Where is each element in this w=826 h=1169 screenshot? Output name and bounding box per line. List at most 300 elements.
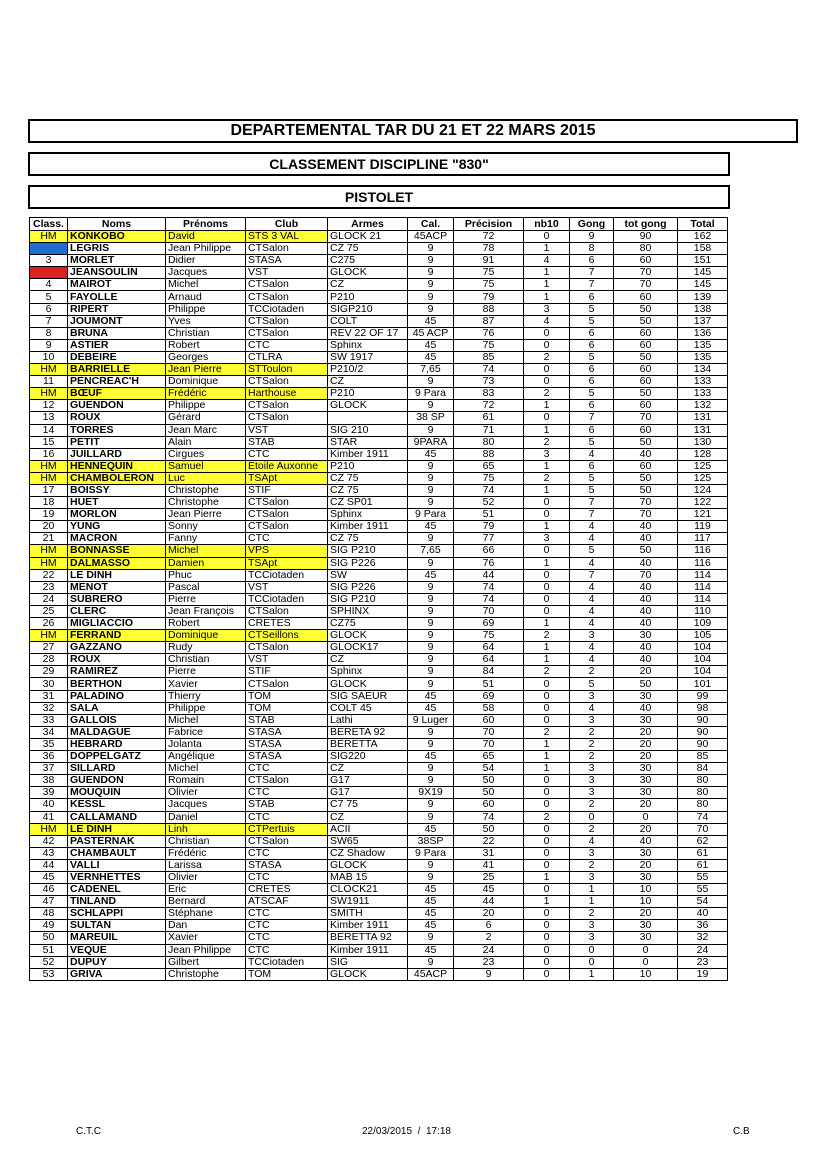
table-cell: 90: [678, 738, 728, 750]
table-cell: RIPERT: [68, 303, 166, 315]
table-cell: SMITH: [328, 908, 408, 920]
table-cell: 50: [614, 678, 678, 690]
table-cell: 2: [524, 436, 570, 448]
table-cell: 18: [30, 497, 68, 509]
table-cell: 90: [678, 726, 728, 738]
table-cell: 60: [614, 339, 678, 351]
table-row: [30, 472, 728, 484]
table-cell: 53: [30, 968, 68, 980]
table-cell: CZ75: [328, 618, 408, 630]
table-cell: 72: [454, 231, 524, 243]
column-header: nb10: [524, 218, 570, 231]
table-cell: 6: [570, 460, 614, 472]
table-cell: 80: [678, 775, 728, 787]
table-cell: 2: [524, 472, 570, 484]
table-cell: 2: [570, 859, 614, 871]
table-cell: 36: [30, 751, 68, 763]
table-cell: P210: [328, 291, 408, 303]
table-cell: 4: [570, 618, 614, 630]
table-cell: 34: [30, 726, 68, 738]
table-cell: 116: [678, 545, 728, 557]
table-cell: Phuc: [166, 569, 246, 581]
table-cell: 10: [30, 351, 68, 363]
table-cell: CZ 75: [328, 533, 408, 545]
table-cell: Yves: [166, 315, 246, 327]
table-cell: 51: [454, 509, 524, 521]
table-cell: 0: [524, 593, 570, 605]
table-cell: 50: [614, 388, 678, 400]
table-cell: CTSalon: [246, 291, 328, 303]
table-cell: Cirgues: [166, 448, 246, 460]
table-cell: SIG P226: [328, 557, 408, 569]
table-cell: BONNASSE: [68, 545, 166, 557]
table-cell: Jolanta: [166, 738, 246, 750]
table-cell: 5: [570, 436, 614, 448]
table-cell: 23: [30, 581, 68, 593]
table-cell: 60: [614, 255, 678, 267]
table-cell: 0: [524, 714, 570, 726]
table-cell: 16: [30, 448, 68, 460]
table-cell: 50: [614, 545, 678, 557]
table-cell: 9: [408, 932, 454, 944]
table-cell: 49: [30, 920, 68, 932]
table-cell: 2: [570, 799, 614, 811]
table-cell: 0: [524, 920, 570, 932]
table-cell: CZ 75: [328, 472, 408, 484]
table-cell: Jean Philippe: [166, 944, 246, 956]
table-cell: CZ: [328, 763, 408, 775]
table-cell: 7: [570, 497, 614, 509]
table-cell: Fabrice: [166, 726, 246, 738]
page-title: DEPARTEMENTAL TAR DU 21 ET 22 MARS 2015: [28, 119, 798, 143]
table-cell: 40: [614, 618, 678, 630]
table-cell: 135: [678, 339, 728, 351]
table-cell: 7: [570, 267, 614, 279]
table-cell: 45: [408, 884, 454, 896]
table-cell: TOM: [246, 702, 328, 714]
table-cell: 64: [454, 642, 524, 654]
table-cell: 5: [570, 303, 614, 315]
table-cell: 80: [678, 787, 728, 799]
table-cell: CZ SP01: [328, 497, 408, 509]
table-cell: 133: [678, 376, 728, 388]
table-cell: 114: [678, 569, 728, 581]
table-cell: 60: [454, 714, 524, 726]
table-cell: 20: [614, 859, 678, 871]
table-cell: 1: [570, 968, 614, 980]
table-cell: 9: [408, 738, 454, 750]
table-cell: 54: [678, 896, 728, 908]
table-cell: 131: [678, 424, 728, 436]
table-cell: 101: [678, 678, 728, 690]
table-cell: 4: [570, 835, 614, 847]
table-cell: Larissa: [166, 859, 246, 871]
table-cell: 9: [408, 291, 454, 303]
table-cell: 40: [614, 521, 678, 533]
table-cell: VST: [246, 267, 328, 279]
table-cell: 52: [30, 956, 68, 968]
table-cell: TOM: [246, 690, 328, 702]
table-cell: 132: [678, 400, 728, 412]
table-cell: TCCiotaden: [246, 956, 328, 968]
table-cell: 40: [30, 799, 68, 811]
table-cell: 26: [30, 618, 68, 630]
table-cell: 62: [678, 835, 728, 847]
table-cell: 40: [614, 605, 678, 617]
table-cell: 9 Para: [408, 509, 454, 521]
table-cell: 2: [524, 630, 570, 642]
table-cell: 9: [408, 956, 454, 968]
table-cell: 9: [454, 968, 524, 980]
table-cell: CTSalon: [246, 605, 328, 617]
table-cell: 4: [524, 315, 570, 327]
table-cell: 0: [524, 775, 570, 787]
table-cell: MOUQUIN: [68, 787, 166, 799]
table-cell: 9: [408, 243, 454, 255]
table-cell: Frédéric: [166, 847, 246, 859]
table-row: [30, 436, 728, 448]
table-cell: HM: [30, 364, 68, 376]
table-cell: 3: [570, 847, 614, 859]
table-cell: 104: [678, 642, 728, 654]
table-cell: 2: [570, 726, 614, 738]
table-cell: 2: [524, 666, 570, 678]
table-cell: 45: [408, 920, 454, 932]
table-cell: 0: [524, 497, 570, 509]
table-cell: 60: [614, 424, 678, 436]
table-cell: STAB: [246, 714, 328, 726]
table-cell: 75: [454, 339, 524, 351]
table-cell: CTC: [246, 871, 328, 883]
table-row: [30, 605, 728, 617]
table-cell: 1: [524, 484, 570, 496]
table-cell: Pascal: [166, 581, 246, 593]
table-cell: 51: [454, 678, 524, 690]
table-cell: 24: [678, 944, 728, 956]
table-cell: 2: [570, 751, 614, 763]
table-cell: G17: [328, 787, 408, 799]
table-cell: CTC: [246, 920, 328, 932]
table-cell: CZ: [328, 654, 408, 666]
table-row: [30, 630, 728, 642]
table-cell: 7: [570, 279, 614, 291]
table-cell: KONKOBO: [68, 231, 166, 243]
table-row: [30, 799, 728, 811]
table-cell: 3: [570, 630, 614, 642]
table-cell: 83: [454, 388, 524, 400]
table-cell: Etoile Auxonne: [246, 460, 328, 472]
table-cell: COLT 45: [328, 702, 408, 714]
table-row: [30, 327, 728, 339]
table-cell: 40: [614, 448, 678, 460]
table-cell: 9: [408, 811, 454, 823]
table-cell: 9: [408, 472, 454, 484]
table-cell: CTC: [246, 944, 328, 956]
table-cell: 31: [454, 847, 524, 859]
table-row: [30, 351, 728, 363]
column-header: Club: [246, 218, 328, 231]
table-cell: 1: [524, 521, 570, 533]
table-cell: 69: [454, 618, 524, 630]
table-cell: 2: [570, 738, 614, 750]
table-cell: 37: [30, 763, 68, 775]
table-cell: SIGP210: [328, 303, 408, 315]
table-cell: BERETTA 92: [328, 932, 408, 944]
table-row: [30, 751, 728, 763]
table-row: [30, 509, 728, 521]
table-cell: COLT: [328, 315, 408, 327]
table-row: [30, 847, 728, 859]
column-header: Précision: [454, 218, 524, 231]
table-cell: Linh: [166, 823, 246, 835]
table-cell: 131: [678, 412, 728, 424]
table-cell: 61: [454, 412, 524, 424]
table-cell: HM: [30, 388, 68, 400]
table-cell: YUNG: [68, 521, 166, 533]
table-cell: 87: [454, 315, 524, 327]
table-cell: 45: [408, 569, 454, 581]
table-cell: 52: [454, 497, 524, 509]
table-cell: PETIT: [68, 436, 166, 448]
table-cell: 9: [408, 593, 454, 605]
table-cell: 50: [614, 303, 678, 315]
table-cell: 76: [454, 327, 524, 339]
table-cell: 74: [454, 811, 524, 823]
table-cell: 4: [570, 521, 614, 533]
table-cell: 3: [570, 787, 614, 799]
table-cell: 30: [614, 787, 678, 799]
table-cell: FAYOLLE: [68, 291, 166, 303]
table-cell: 30: [614, 932, 678, 944]
table-cell: MAB 15: [328, 871, 408, 883]
table-cell: 3: [570, 932, 614, 944]
table-cell: 2: [570, 823, 614, 835]
table-cell: MACRON: [68, 533, 166, 545]
table-cell: Christian: [166, 654, 246, 666]
table-cell: SW65: [328, 835, 408, 847]
table-row: [30, 968, 728, 980]
results-table: [29, 217, 728, 981]
table-cell: TCCiotaden: [246, 593, 328, 605]
table-row: [30, 388, 728, 400]
table-cell: 0: [524, 509, 570, 521]
table-cell: Jean Pierre: [166, 509, 246, 521]
table-cell: 31: [30, 690, 68, 702]
table-cell: 88: [454, 303, 524, 315]
table-cell: HM: [30, 823, 68, 835]
table-cell: ASTIER: [68, 339, 166, 351]
table-cell: 5: [570, 388, 614, 400]
table-cell: 40: [614, 593, 678, 605]
table-cell: 15: [30, 436, 68, 448]
table-cell: 125: [678, 460, 728, 472]
table-cell: Thierry: [166, 690, 246, 702]
table-cell: Georges: [166, 351, 246, 363]
table-cell: 69: [454, 690, 524, 702]
table-cell: Xavier: [166, 678, 246, 690]
table-cell: Philippe: [166, 303, 246, 315]
table-cell: Michel: [166, 763, 246, 775]
table-cell: 74: [454, 581, 524, 593]
table-cell: 30: [614, 847, 678, 859]
table-cell: CTSalon: [246, 400, 328, 412]
table-header-row: [30, 218, 728, 231]
table-cell: 30: [614, 775, 678, 787]
table-cell: 7: [30, 315, 68, 327]
table-cell: CTC: [246, 847, 328, 859]
table-cell: 70: [614, 497, 678, 509]
table-cell: Harthouse: [246, 388, 328, 400]
table-cell: 0: [524, 702, 570, 714]
table-cell: GLOCK: [328, 630, 408, 642]
table-row: [30, 279, 728, 291]
table-cell: 24: [454, 944, 524, 956]
table-cell: 60: [614, 400, 678, 412]
table-cell: Sphinx: [328, 339, 408, 351]
table-cell: 1: [524, 267, 570, 279]
table-cell: 2: [524, 726, 570, 738]
table-cell: GLOCK: [328, 267, 408, 279]
table-cell: BRUNA: [68, 327, 166, 339]
table-row: [30, 593, 728, 605]
table-cell: PALADINO: [68, 690, 166, 702]
table-cell: Jacques: [166, 799, 246, 811]
table-cell: HM: [30, 545, 68, 557]
table-cell: Philippe: [166, 400, 246, 412]
table-cell: 45 ACP: [408, 327, 454, 339]
table-cell: 1: [524, 279, 570, 291]
table-row: [30, 908, 728, 920]
table-cell: VST: [246, 424, 328, 436]
table-cell: 2: [524, 351, 570, 363]
table-cell: 4: [570, 581, 614, 593]
table-cell: 0: [524, 605, 570, 617]
table-row: [30, 678, 728, 690]
table-row: [30, 267, 728, 279]
table-cell: C7 75: [328, 799, 408, 811]
table-cell: MALDAGUE: [68, 726, 166, 738]
table-cell: 0: [614, 944, 678, 956]
table-cell: LE DINH: [68, 823, 166, 835]
table-cell: 60: [614, 376, 678, 388]
table-cell: 20: [614, 666, 678, 678]
table-cell: 60: [454, 799, 524, 811]
table-cell: 44: [454, 569, 524, 581]
table-cell: 9: [408, 303, 454, 315]
table-cell: 75: [454, 472, 524, 484]
table-cell: Dominique: [166, 630, 246, 642]
table-cell: 117: [678, 533, 728, 545]
table-cell: Jean Philippe: [166, 243, 246, 255]
table-cell: 9: [408, 775, 454, 787]
table-row: [30, 339, 728, 351]
table-cell: GLOCK: [328, 968, 408, 980]
table-cell: 70: [454, 726, 524, 738]
table-cell: 50: [614, 484, 678, 496]
table-cell: 50: [614, 472, 678, 484]
table-cell: 0: [524, 581, 570, 593]
table-row: [30, 884, 728, 896]
table-cell: 88: [454, 448, 524, 460]
table-cell: 8: [30, 327, 68, 339]
table-cell: Dominique: [166, 376, 246, 388]
footer-initials: C.B: [733, 1126, 750, 1137]
table-cell: 45: [408, 702, 454, 714]
table-row: [30, 823, 728, 835]
table-cell: 91: [454, 255, 524, 267]
table-cell: 45: [408, 690, 454, 702]
table-cell: 65: [454, 460, 524, 472]
table-cell: 10: [614, 884, 678, 896]
table-cell: 128: [678, 448, 728, 460]
table-cell: 50: [454, 787, 524, 799]
table-cell: Olivier: [166, 787, 246, 799]
table-cell: VEQUE: [68, 944, 166, 956]
table-cell: 75: [454, 279, 524, 291]
table-cell: 55: [678, 884, 728, 896]
table-cell: 4: [570, 533, 614, 545]
table-cell: 74: [454, 593, 524, 605]
table-cell: CTSalon: [246, 376, 328, 388]
table-cell: 19: [30, 509, 68, 521]
table-cell: 0: [524, 339, 570, 351]
table-cell: Olivier: [166, 871, 246, 883]
table-cell: SUBRERO: [68, 593, 166, 605]
table-cell: 9X19: [408, 787, 454, 799]
table-cell: 43: [30, 847, 68, 859]
table-cell: MIGLIACCIO: [68, 618, 166, 630]
table-cell: DOPPELGATZ: [68, 751, 166, 763]
table-cell: Angélique: [166, 751, 246, 763]
table-cell: BERETTA: [328, 738, 408, 750]
table-cell: 4: [570, 593, 614, 605]
table-cell: 40: [614, 702, 678, 714]
table-cell: 30: [614, 871, 678, 883]
footer-datetime: 22/03/2015 / 17:18: [362, 1126, 451, 1137]
table-cell: 5: [570, 472, 614, 484]
table-cell: 77: [454, 533, 524, 545]
table-cell: HENNEQUIN: [68, 460, 166, 472]
table-cell: 47: [30, 896, 68, 908]
table-cell: 9: [408, 666, 454, 678]
footer-club: C.T.C: [76, 1126, 101, 1137]
table-row: [30, 811, 728, 823]
table-cell: CTC: [246, 533, 328, 545]
table-cell: 0: [524, 376, 570, 388]
table-row: [30, 835, 728, 847]
table-cell: 60: [614, 327, 678, 339]
table-cell: 5: [30, 291, 68, 303]
table-cell: 78: [454, 243, 524, 255]
table-cell: 19: [678, 968, 728, 980]
table-cell: TCCiotaden: [246, 569, 328, 581]
table-cell: 0: [524, 412, 570, 424]
table-cell: 3: [524, 533, 570, 545]
table-cell: 3: [30, 267, 68, 279]
table-cell: 0: [570, 956, 614, 968]
table-cell: 72: [454, 400, 524, 412]
table-cell: 0: [570, 944, 614, 956]
table-cell: 104: [678, 654, 728, 666]
table-cell: STASA: [246, 738, 328, 750]
table-cell: 61: [678, 859, 728, 871]
table-cell: 6: [570, 364, 614, 376]
table-cell: VST: [246, 654, 328, 666]
table-cell: CTPertuis: [246, 823, 328, 835]
table-cell: VPS: [246, 545, 328, 557]
table-cell: 30: [30, 678, 68, 690]
table-cell: 10: [614, 968, 678, 980]
